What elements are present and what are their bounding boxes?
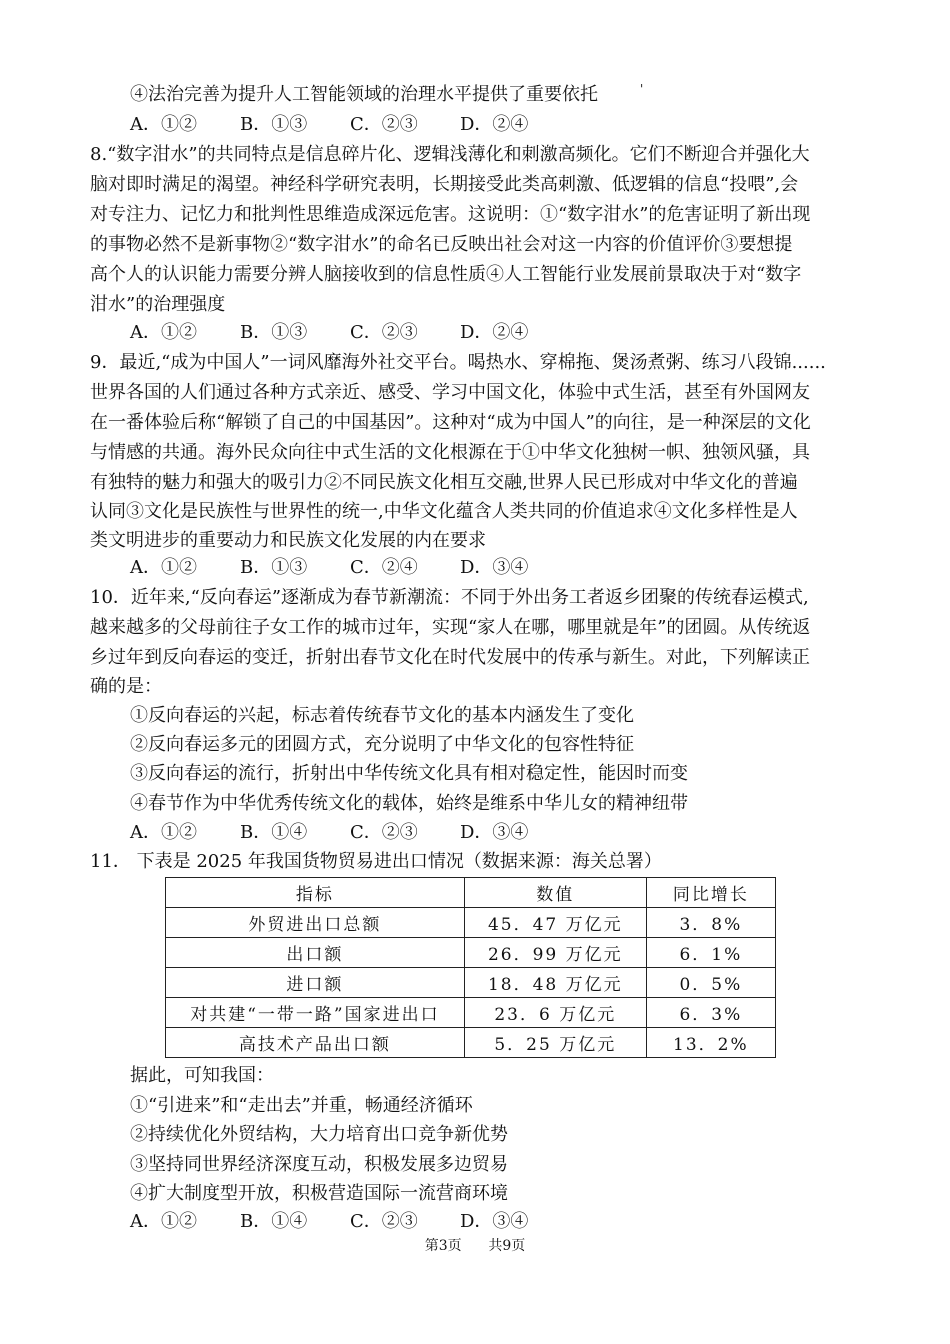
option-c: C．②③ (350, 114, 418, 135)
cell-value: 5．25 万亿元 (464, 1028, 646, 1058)
option-d: D．③④ (460, 822, 529, 843)
q7-stray-mark: ' (640, 82, 644, 96)
cell-indicator: 外贸进出口总额 (166, 908, 465, 938)
cell-growth: 0．5% (646, 968, 775, 998)
q9-options (130, 553, 528, 583)
option-d: D．②④ (460, 322, 529, 343)
option-a: A．①② (130, 1211, 197, 1232)
header-value: 数值 (464, 878, 646, 908)
q8-line-6: 泔水”的治理强度 (90, 294, 226, 315)
q11-options (130, 1207, 528, 1237)
q8-line-5: 高个人的认识能力需要分辨人脑接收到的信息性质④人工智能行业发展前景取决于对“数字 (90, 264, 802, 285)
option-d: D．③④ (460, 557, 529, 578)
cell-growth: 6．1% (646, 938, 775, 968)
table-row (166, 1028, 776, 1058)
q10-statement-1: ①反向春运的兴起，标志着传统春节文化的基本内涵发生了变化 (130, 705, 634, 726)
page-total: 共9页 (488, 1238, 526, 1254)
q10-line-4: 确的是： (90, 676, 162, 697)
q9-line-6: 认同③文化是民族性与世界性的统一,中华文化蕴含人类共同的价值追求④文化多样性是人 (90, 501, 798, 522)
q9-line-1: 9．最近,“成为中国人”一词风靡海外社交平台。喝热水、穿棉拖、煲汤煮粥、练习八段锦...... (90, 352, 826, 373)
q11-statement-4: ④扩大制度型开放，积极营造国际一流营商环境 (130, 1183, 508, 1204)
q9-line-7: 类文明进步的重要动力和民族文化发展的内在要求 (90, 530, 486, 551)
q8-line-2: 脑对即时满足的渴望。神经科学研究表明，长期接受此类高刺激、低逻辑的信息“投喂”,会 (90, 174, 799, 195)
cell-indicator: 对共建“一带一路”国家进出口 (166, 998, 465, 1028)
option-c: C．②③ (350, 322, 418, 343)
option-d: D．③④ (460, 1211, 529, 1232)
cell-indicator: 进口额 (166, 968, 465, 998)
q10-statement-3: ③反向春运的流行，折射出中华传统文化具有相对稳定性，能因时而变 (130, 763, 688, 784)
option-c: C．②④ (350, 557, 418, 578)
cell-growth: 13．2% (646, 1028, 775, 1058)
q11-statement-2: ②持续优化外贸结构，大力培育出口竞争新优势 (130, 1124, 508, 1145)
q10-statement-4: ④春节作为中华优秀传统文化的载体，始终是维系中华儿女的精神纽带 (130, 793, 688, 814)
option-a: A．①② (130, 557, 197, 578)
q11-intro: 11． 下表是 2025 年我国货物贸易进出口情况（数据来源：海关总署） (90, 851, 662, 872)
page-footer (0, 1236, 950, 1256)
option-b: B．①③ (240, 114, 308, 135)
option-a: A．①② (130, 322, 197, 343)
option-c: C．②③ (350, 822, 418, 843)
q11-lead: 据此，可知我国： (130, 1065, 274, 1086)
cell-indicator: 出口额 (166, 938, 465, 968)
table-row (166, 968, 776, 998)
cell-growth: 3．8% (646, 908, 775, 938)
option-b: B．①④ (240, 1211, 308, 1232)
header-indicator: 指标 (166, 878, 465, 908)
cell-value: 18．48 万亿元 (464, 968, 646, 998)
trade-data-table (165, 877, 776, 1058)
q11-statement-3: ③坚持同世界经济深度互动，积极发展多边贸易 (130, 1154, 508, 1175)
q10-line-3: 乡过年到反向春运的变迁，折射出春节文化在时代发展中的传承与新生。对此，下列解读正 (90, 647, 810, 668)
option-a: A．①② (130, 822, 197, 843)
q9-line-3: 在一番体验后称“解锁了自己的中国基因”。这种对“成为中国人”的向往，是一种深层的文化 (90, 412, 811, 433)
option-a: A．①② (130, 114, 197, 135)
option-b: B．①③ (240, 322, 308, 343)
q9-line-4: 与情感的共通。海外民众向往中式生活的文化根源在于①中华文化独树一帜、独领风骚，具 (90, 442, 810, 463)
table-row (166, 998, 776, 1028)
cell-indicator: 高技术产品出口额 (166, 1028, 465, 1058)
q9-line-5: 有独特的魅力和强大的吸引力②不同民族文化相互交融,世界人民已形成对中华文化的普遍 (90, 472, 798, 493)
table-header-row (166, 878, 776, 908)
cell-growth: 6．3% (646, 998, 775, 1028)
q10-statement-2: ②反向春运多元的团圆方式，充分说明了中华文化的包容性特征 (130, 734, 634, 755)
q8-options (130, 318, 528, 348)
option-b: B．①④ (240, 822, 308, 843)
table-row (166, 908, 776, 938)
cell-value: 26．99 万亿元 (464, 938, 646, 968)
q10-options (130, 818, 528, 848)
q9-line-2: 世界各国的人们通过各种方式亲近、感受、学习中国文化，体验中式生活，甚至有外国网友 (90, 382, 810, 403)
q8-line-1: 8.“数字泔水”的共同特点是信息碎片化、逻辑浅薄化和刺激高频化。它们不断迎合并强化大 (90, 144, 810, 165)
q11-statement-1: ①“引进来”和“走出去”并重，畅通经济循环 (130, 1095, 473, 1116)
q7-options (130, 110, 528, 140)
option-d: D．②④ (460, 114, 529, 135)
header-growth: 同比增长 (646, 878, 775, 908)
q7-statement-4: ④法治完善为提升人工智能领域的治理水平提供了重要依托 (130, 84, 598, 105)
q10-line-2: 越来越多的父母前往子女工作的城市过年，实现“家人在哪，哪里就是年”的团圆。从传统返 (90, 617, 811, 638)
option-c: C．②③ (350, 1211, 418, 1232)
cell-value: 45．47 万亿元 (464, 908, 646, 938)
option-b: B．①③ (240, 557, 308, 578)
page-number: 第3页 (424, 1238, 462, 1254)
cell-value: 23．6 万亿元 (464, 998, 646, 1028)
table-row (166, 938, 776, 968)
q8-line-4: 的事物必然不是新事物②“数字泔水”的命名已反映出社会对这一内容的价值评价③要想提 (90, 234, 793, 255)
q10-line-1: 10．近年来,“反向春运”逐渐成为春节新潮流：不同于外出务工者返乡团聚的传统春运模式, (90, 587, 809, 608)
q8-line-3: 对专注力、记忆力和批判性思维造成深远危害。这说明：①“数字泔水”的危害证明了新出现 (90, 204, 811, 225)
